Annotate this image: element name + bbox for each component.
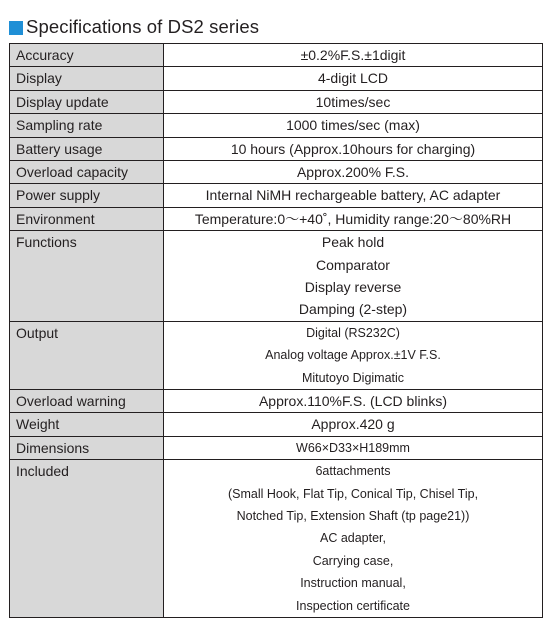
spec-value [164, 90, 543, 113]
table-row [10, 460, 543, 618]
spec-label: Output [10, 321, 164, 389]
spec-value [164, 161, 543, 184]
spec-value [164, 44, 543, 67]
spec-label: Weight [10, 413, 164, 436]
spec-label: Display update [10, 90, 164, 113]
spec-value [164, 436, 543, 459]
table-row [10, 413, 543, 436]
spec-value [164, 137, 543, 160]
table-row [10, 161, 543, 184]
table-row [10, 321, 543, 389]
spec-label: Battery usage [10, 137, 164, 160]
spec-value-line: W66×D33×H189mm [296, 440, 410, 455]
spec-value [164, 114, 543, 137]
spec-value-line: Notched Tip, Extension Shaft (tp page21)) [236, 508, 470, 523]
table-row [10, 137, 543, 160]
spec-value-line: 6attachments [315, 464, 391, 479]
spec-label: Functions [10, 231, 164, 322]
spec-value [164, 184, 543, 207]
table-row [10, 114, 543, 137]
specifications-table [9, 43, 543, 618]
spec-value [164, 413, 543, 436]
spec-value-line: Display reverse [304, 279, 402, 296]
spec-value-line: Inspection certificate [296, 598, 410, 613]
section-heading [9, 14, 259, 40]
spec-label: Dimensions [10, 436, 164, 459]
spec-label: Sampling rate [10, 114, 164, 137]
spec-label: Display [10, 67, 164, 90]
spec-label: Overload capacity [10, 161, 164, 184]
spec-value-line: Damping (2-step) [298, 301, 408, 318]
spec-label: Power supply [10, 184, 164, 207]
spec-value-line: 1000 times/sec (max) [286, 117, 420, 134]
spec-value-line: 4-digit LCD [317, 70, 389, 87]
spec-value-line: Instruction manual, [300, 576, 406, 591]
spec-value-line: 10times/sec [315, 93, 391, 110]
spec-label: Overload warning [10, 389, 164, 412]
spec-value-line: (Small Hook, Flat Tip, Conical Tip, Chisel Tip, [227, 486, 479, 501]
table-row [10, 184, 543, 207]
spec-value-line: Approx.110%F.S. (LCD blinks) [258, 392, 448, 409]
spec-value [164, 231, 543, 322]
spec-value-line: Analog voltage Approx.±1V F.S. [265, 348, 441, 363]
spec-value [164, 460, 543, 618]
spec-label: Included [10, 460, 164, 618]
spec-value [164, 67, 543, 90]
table-row [10, 207, 543, 230]
spec-value-line: Approx.200% F.S. [296, 164, 410, 181]
spec-label: Accuracy [10, 44, 164, 67]
table-row [10, 231, 543, 322]
table-row [10, 389, 543, 412]
spec-value-line: ±0.2%F.S.±1digit [300, 47, 406, 63]
spec-value-line: Carrying case, [312, 553, 394, 568]
section-title: Specifications of DS2 series [26, 16, 260, 37]
table-row [10, 44, 543, 67]
table-row [10, 436, 543, 459]
spec-value-line: Digital (RS232C) [306, 325, 400, 340]
spec-value-line: Temperature:0〜+40˚, Humidity range:20〜80%RH [194, 210, 512, 227]
spec-value-line: Mitutoyo Digimatic [301, 370, 405, 385]
spec-value-line: Internal NiMH rechargeable battery, AC adapter [205, 187, 501, 204]
spec-value [164, 389, 543, 412]
spec-value-line: Peak hold [321, 234, 385, 251]
blue-square-icon [9, 21, 23, 35]
spec-value-line: AC adapter, [319, 531, 386, 546]
table-row [10, 67, 543, 90]
spec-value [164, 321, 543, 389]
spec-label: Environment [10, 207, 164, 230]
spec-value-line: Approx.420 g [311, 416, 395, 433]
spec-value-line: 10 hours (Approx.10hours for charging) [230, 140, 476, 157]
spec-value [164, 207, 543, 230]
table-row [10, 90, 543, 113]
spec-value-line: Comparator [316, 256, 390, 273]
